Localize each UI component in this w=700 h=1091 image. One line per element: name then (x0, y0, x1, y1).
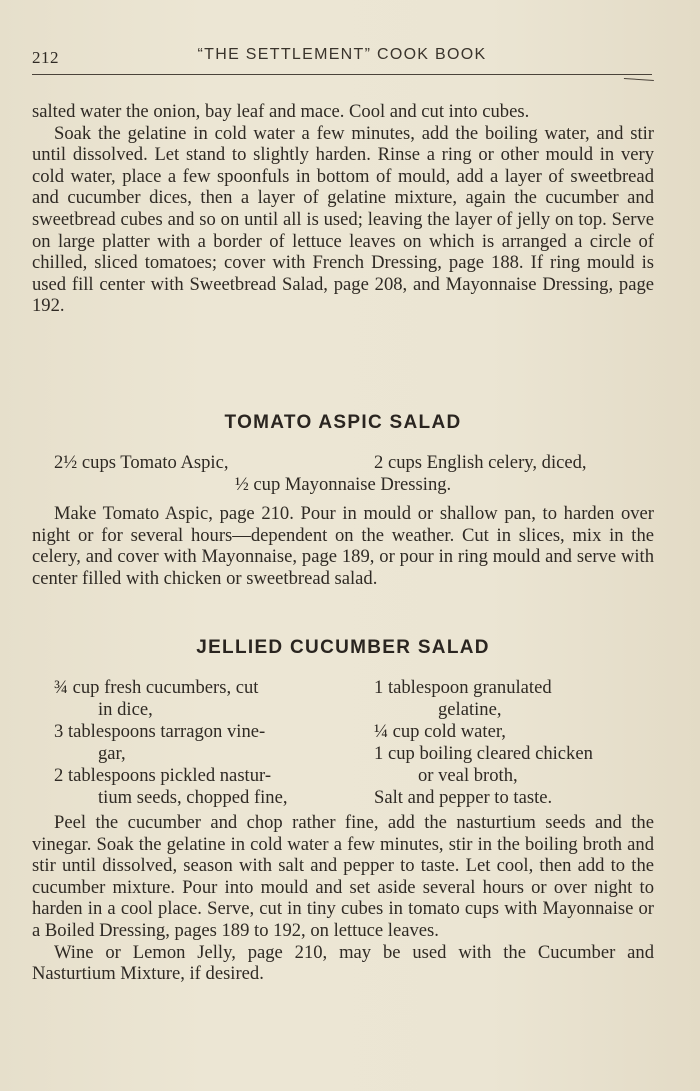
ingredient-line: or veal broth, (418, 765, 518, 786)
page-header (32, 44, 652, 70)
jellied-cucumber-ingredients-left (54, 677, 288, 809)
jellied-cucumber-method-block (32, 812, 654, 985)
ingredient-line: ¼ cup cold water, (374, 721, 506, 742)
ingredient-line: 3 tablespoons tarragon vine- (54, 721, 266, 742)
ingredient-line: in dice, (98, 699, 153, 720)
intro-paragraph-2: Soak the gelatine in cold water a few minutes, add the boiling water, and stir until dissolved. Let stand to slightly harden. Rinse a ring or other mould in very cold water, place a few spoonfuls in bottom of mould, add a layer of sweetbread and cucumber dices, then a layer of gelatine mixture, again the cucumber and sweetbread cubes and so on until all is used; leaving the layer of jelly on top. Serve on large platter with a border of lettuce leaves on which is arranged a circle of chilled, sliced tomatoes; cover with French Dressing, page 188. If ring mould is used fill center with Sweetbread Salad, page 208, and Mayonnaise Dressing, page 192. (32, 122, 654, 317)
ingredient-mayonnaise: ½ cup Mayonnaise Dressing. (234, 474, 452, 495)
ingredient-line: 1 cup boiling cleared chicken (374, 743, 593, 764)
tomato-aspic-title: TOMATO ASPIC SALAD (224, 412, 462, 433)
ingredient-celery: 2 cups English celery, diced, (374, 452, 587, 473)
running-title: “THE SETTLEMENT” COOK BOOK (197, 46, 487, 63)
ingredient-line: gar, (98, 743, 126, 764)
ingredient-line: Salt and pepper to taste. (374, 787, 553, 808)
ingredient-line: 1 tablespoon granulated (374, 677, 552, 698)
ingredient-line: 2 tablespoons pickled nastur- (54, 765, 272, 786)
tomato-aspic-ingredients (32, 452, 654, 496)
intro-section (32, 101, 654, 317)
jellied-cucumber-section (32, 637, 654, 659)
tomato-aspic-method-block (32, 503, 654, 589)
jellied-cucumber-method-1: Peel the cucumber and chop rather fine, add the nasturtium seeds and the vinegar. Soak the gelatine in cold water a few minutes, stir in the boiling broth and stir until dissolved, season with salt and pepper to taste. Let cool, then add to the cucumber mixture. Pour into mould and set aside several hours or over night to harden in a cool place. Serve, cut in tiny cubes in tomato cups with Mayonnaise or a Boiled Dressing, pages 189 to 192, on lettuce leaves. (32, 812, 654, 941)
ingredient-tomato-aspic: 2½ cups Tomato Aspic, (54, 452, 229, 473)
tomato-aspic-method: Make Tomato Aspic, page 210. Pour in mould or shallow pan, to harden over night or for several hours—dependent on the weather. Cut in slices, mix in the celery, and cover with Mayonnaise, page 189, or pour in ring mould and serve with center filled with chicken or sweetbread salad. (32, 503, 654, 589)
ingredient-line: tium seeds, chopped fine, (98, 787, 288, 808)
ingredient-line: ¾ cup fresh cucumbers, cut (54, 677, 259, 698)
jellied-cucumber-title: JELLIED CUCUMBER SALAD (196, 637, 490, 658)
ingredient-line: gelatine, (438, 699, 502, 720)
header-rule (32, 74, 652, 75)
page-number: 212 (32, 48, 59, 67)
jellied-cucumber-ingredients-right (374, 677, 593, 809)
header-rule-tail (624, 75, 654, 81)
intro-paragraph-1: salted water the onion, bay leaf and mace. Cool and cut into cubes. (32, 101, 530, 122)
jellied-cucumber-method-2: Wine or Lemon Jelly, page 210, may be used with the Cucumber and Nasturtium Mixture, if desired. (32, 941, 654, 985)
tomato-aspic-section (32, 412, 654, 434)
